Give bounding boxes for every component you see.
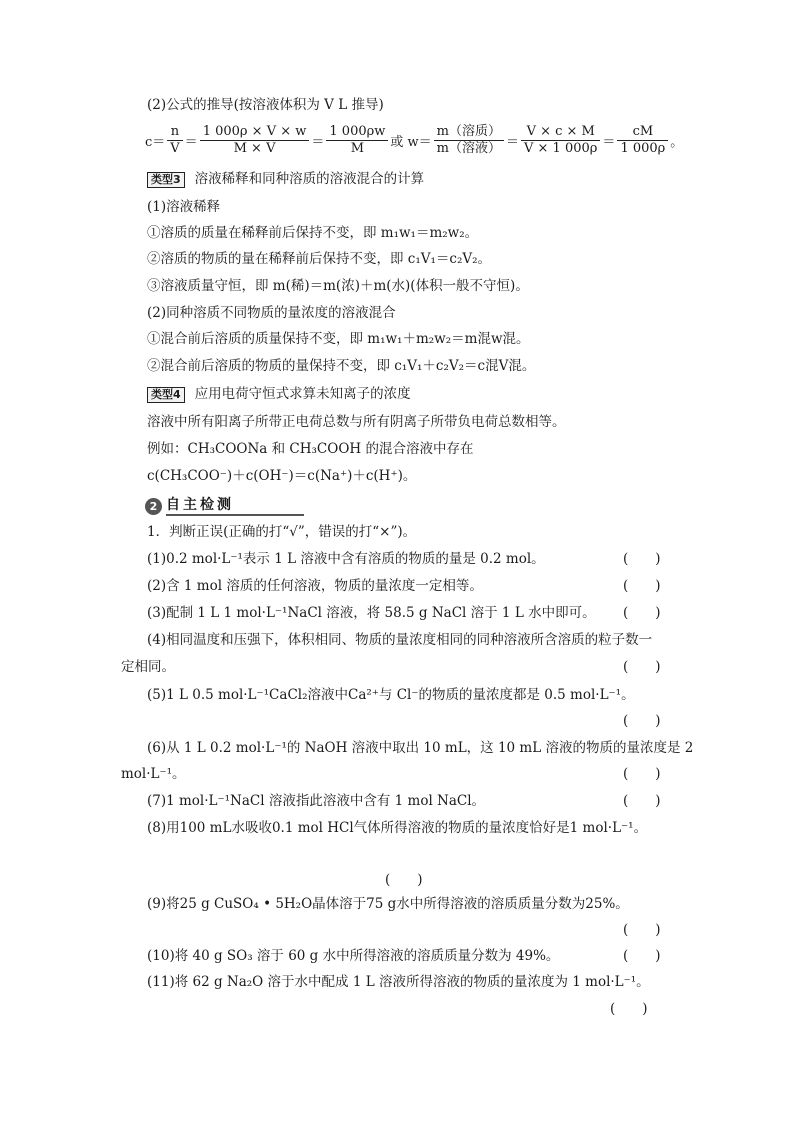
formula-or-w: 或 w＝ [390,135,432,150]
answer-blank-8[interactable]: ( ) [385,872,423,888]
answer-blank-9[interactable]: ( ) [623,922,661,938]
fraction-simplified: $\frac{1 000\rho w}{M}$ [326,124,388,157]
type3-title: 溶液稀释和同种溶质的溶液混合的计算 [194,171,425,187]
formula-c-lhs: c＝ [145,135,166,150]
answer-blank-7[interactable]: ( ) [623,793,661,809]
charge-line-1: 溶液中所有阳离子所带正电荷总数与所有阴离子所带负电荷总数相等。 [147,414,566,430]
item-8: (8)用100 mL水吸收0.1 mol HCl气体所得溶液的物质的量浓度恰好是1 mol·L⁻¹。 [147,820,648,836]
fraction-vcm: $\frac{V \times c \times M}{V \times 1 000\rho}$ [521,124,600,157]
part2-title: (2)公式的推导(按溶液体积为 V L 推导) [147,97,384,113]
type3-heading [147,170,424,188]
charge-line-3: c(CH₃COO⁻)＋c(OH⁻)＝c(Na⁺)＋c(H⁺)。 [147,468,417,484]
section-title: 自主检测 [166,496,304,516]
item-5: (5)1 L 0.5 mol·L⁻¹CaCl₂溶液中Ca²⁺与 Cl⁻的物质的量浓度都是 0.5 mol·L⁻¹。 [147,687,635,703]
answer-blank-11[interactable]: ( ) [610,1001,648,1017]
item-10: (10)将 40 g SO₃ 溶于 60 g 水中所得溶液的溶质质量分数为 49%。 [147,948,560,964]
answer-blank-3[interactable]: ( ) [623,605,661,621]
type3-tag: 类型3 [147,172,185,188]
item-6-line-2: mol·L⁻¹。 [121,766,186,782]
section-self-check [145,496,304,516]
charge-line-2: 例如：CH₃COONa 和 CH₃COOH 的混合溶液中存在 [147,441,474,457]
item-6-line-1: (6)从 1 L 0.2 mol·L⁻¹的 NaOH 溶液中取出 10 mL，这 10 mL 溶液的物质的量浓度是 2 [147,740,694,756]
answer-blank-4[interactable]: ( ) [623,659,661,675]
dilution-line-1: ①溶质的质量在稀释前后保持不变，即 m₁w₁＝m₂w₂。 [147,225,479,241]
type4-heading [147,385,411,403]
item-1: (1)0.2 mol·L⁻¹表示 1 L 溶液中含有溶质的物质的量是 0.2 mol。 [147,551,545,567]
answer-blank-6[interactable]: ( ) [623,766,661,782]
item-11: (11)将 62 g Na₂O 溶于水中配成 1 L 溶液所得溶液的物质的量浓度为 1 mol·L⁻¹。 [147,974,650,990]
fraction-cm: $\frac{cM}{1 000\rho}$ [617,124,668,157]
answer-blank-2[interactable]: ( ) [623,578,661,594]
item-4-line-1: (4)相同温度和压强下，体积相同、物质的量浓度相同的同种溶液所含溶质的粒子数一 [147,632,653,648]
question-1-stem: 1．判断正误(正确的打“√”，错误的打“×”)。 [147,524,417,540]
item-7: (7)1 mol·L⁻¹NaCl 溶液指此溶液中含有 1 mol NaCl。 [147,793,486,809]
fraction-mass-ratio: $\frac{\text{m（溶质）}}{\text{m（溶液）}}$ [434,124,504,157]
item-9: (9)将25 g CuSO₄ • 5H₂O晶体溶于75 g水中所得溶液的溶质质量分数为25%。 [147,896,629,912]
dilution-line-3: ③溶液质量守恒，即 m(稀)＝m(浓)＋m(水)(体积一般不守恒)。 [147,278,529,294]
dilution-head: (1)溶液稀释 [147,199,221,215]
mixing-line-2: ②混合前后溶质的物质的量保持不变，即 c₁V₁＋c₂V₂＝c混V混。 [147,358,536,374]
fraction-density-expansion: $\frac{1 000\rho \times V \times w}{M \times V}$ [200,124,310,157]
type4-title: 应用电荷守恒式求算未知离子的浓度 [194,386,411,402]
answer-blank-5[interactable]: ( ) [623,713,661,729]
item-3: (3)配制 1 L 1 mol·L⁻¹NaCl 溶液，将 58.5 g NaCl 溶于 1 L 水中即可。 [147,605,596,621]
dilution-line-2: ②溶质的物质的量在稀释前后保持不变，即 c₁V₁＝c₂V₂。 [147,251,492,267]
item-2: (2)含 1 mol 溶质的任何溶液，物质的量浓度一定相等。 [147,578,483,594]
item-4-line-2: 定相同。 [121,659,175,675]
formula-line: c＝ $\frac{n}{V}$ ＝ $\frac{1 000\rho \times V \times w}{M \times V}$ ＝ $\frac{1 000\rho w}{M}$ 或 w＝ $\frac{\text{m（溶质）}}{\text{m（溶液）}}$ ＝ $\frac{V \times c \times M}{V \times 1 000\rho}$ ＝ $\frac{cM}{1 000\rho}$ 。 [145,124,684,156]
answer-blank-10[interactable]: ( ) [623,948,661,964]
fraction-n-over-v: $\frac{n}{V}$ [167,124,182,157]
mixing-head: (2)同种溶质不同物质的量浓度的溶液混合 [147,305,396,321]
type4-tag: 类型4 [147,387,185,403]
section-number-icon: 2 [145,498,162,515]
answer-blank-1[interactable]: ( ) [623,551,661,567]
mixing-line-1: ①混合前后溶质的质量保持不变，即 m₁w₁＋m₂w₂＝m混w混。 [147,331,530,347]
